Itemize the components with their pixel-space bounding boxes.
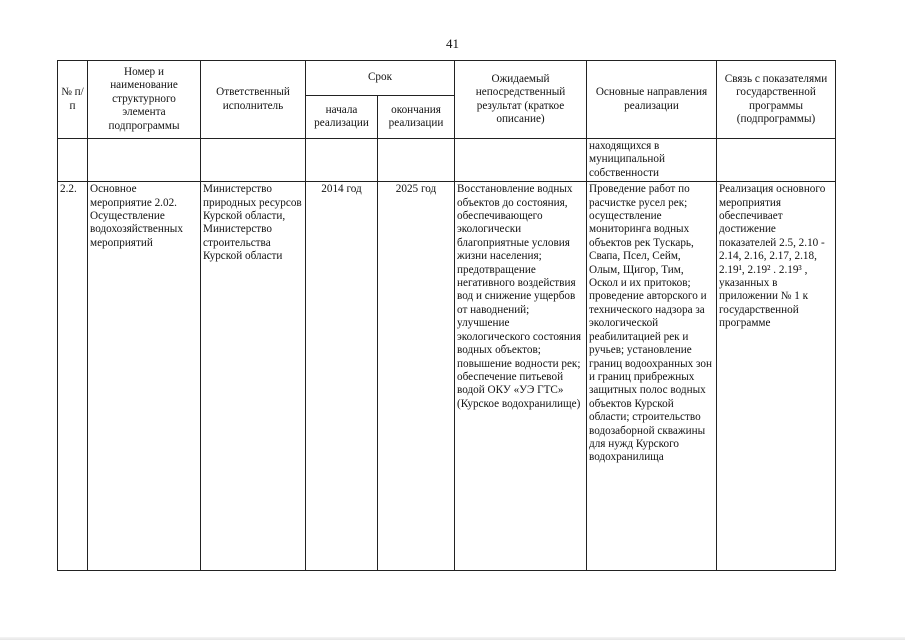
- header-executor: Ответственный исполнитель: [201, 61, 306, 139]
- cell-num: 2.2.: [58, 182, 88, 571]
- cell-end: 2025 год: [378, 182, 455, 571]
- header-result: Ожидаемый непосредственный результат (краткое описание): [455, 61, 587, 139]
- cell-start: 2014 год: [306, 182, 378, 571]
- program-table: [57, 60, 836, 571]
- header-element: Номер и наименование структурного элемента подпрограммы: [88, 61, 201, 139]
- cell-element: Основное мероприятие 2.02. Осуществление водохозяйственных мероприятий: [88, 182, 201, 571]
- cell-result: Восстановление водных объектов до состояния, обеспечивающего экологически благоприятные условия жизни населения; предотвращение негативного воздействия вод и снижение ущербов от наводнений; улучшение экологического состояния водных объектов; повышение водности рек; обеспечение питьевой водой ОКУ «УЭ ГТС» (Курское водохранилище): [455, 182, 587, 571]
- page-number: 41: [446, 36, 459, 51]
- cell-executor: Министерство природных ресурсов Курской области, Министерство строительства Курской области: [201, 182, 306, 571]
- header-directions: Основные направления реализации: [587, 61, 717, 139]
- header-link: Связь с показателями государственной программы (подпрограммы): [717, 61, 836, 139]
- cell-directions: Проведение работ по расчистке русел рек; осуществление мониторинга водных объектов рек Тускарь, Свапа, Псел, Сейм, Олым, Щигор, Тим, Оскол и их притоков; проведение авторского и технического надзора за экологической реабилитацией рек и ручьев; установление границ водоохранных зон и границ прибрежных защитных полос водных объектов Курской области; строительство водозаборной скважины для нужд Курского водохранилища: [587, 182, 717, 571]
- header-term-end: окончания реализации: [378, 96, 455, 139]
- table-row: [58, 182, 836, 571]
- cell-directions-continued: находящихся в муниципальной собственности: [587, 139, 717, 182]
- header-term-start: начала реализации: [306, 96, 378, 139]
- header-term: Срок: [306, 61, 455, 96]
- cell-link: Реализация основного мероприятия обеспечивает достижение показателей 2.5, 2.10 - 2.14, 2.16, 2.17, 2.18, 2.19¹, 2.19² . 2.19³ , указанных в приложении № 1 к государственной программе: [717, 182, 836, 571]
- header-row: [58, 61, 836, 96]
- table-row: [58, 139, 836, 182]
- header-num: № п/п: [58, 61, 88, 139]
